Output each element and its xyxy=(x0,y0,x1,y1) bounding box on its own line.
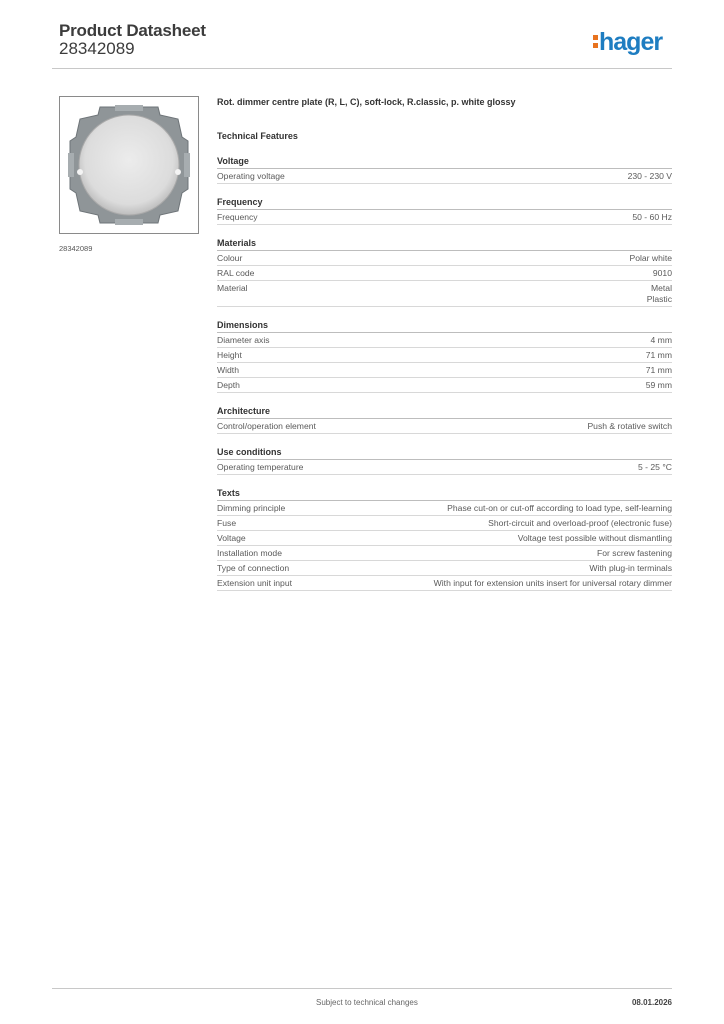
spec-value xyxy=(632,212,672,223)
spec-row xyxy=(217,210,672,225)
section-title: Materials xyxy=(217,237,672,251)
image-caption: 28342089 xyxy=(59,244,93,253)
spec-value xyxy=(587,421,672,432)
spec-row xyxy=(217,363,672,378)
spec-value xyxy=(628,171,672,182)
spec-row xyxy=(217,531,672,546)
spec-row xyxy=(217,333,672,348)
spec-row xyxy=(217,516,672,531)
spec-label: RAL code xyxy=(217,268,255,278)
spec-value-line: 9010 xyxy=(652,268,672,278)
spec-value-line: 230 - 230 V xyxy=(627,171,672,181)
spec-row xyxy=(217,561,672,576)
spec-label: Operating voltage xyxy=(217,171,285,181)
spec-value xyxy=(653,268,672,279)
product-number: 28342089 xyxy=(59,39,135,58)
spec-value-line: 4 mm xyxy=(650,335,672,345)
logo-text: hager xyxy=(599,28,663,56)
spec-value-line: For screw fastening xyxy=(597,548,672,558)
page-title: Product Datasheet xyxy=(59,21,206,40)
spec-value-line: Voltage test possible without dismantling xyxy=(517,533,672,543)
product-image xyxy=(60,97,198,233)
spec-value xyxy=(589,563,672,574)
section-title: Texts xyxy=(217,487,672,501)
footer-divider xyxy=(52,988,672,989)
spec-row xyxy=(217,251,672,266)
spec-section xyxy=(217,319,672,393)
spec-label: Voltage xyxy=(217,533,246,543)
spec-section xyxy=(217,155,672,184)
spec-value xyxy=(518,533,672,544)
spec-row xyxy=(217,266,672,281)
spec-value-line: With input for extension units insert for universal rotary dimmer xyxy=(433,578,672,588)
spec-value xyxy=(488,518,672,529)
spec-label: Diameter axis xyxy=(217,335,270,345)
section-title: Frequency xyxy=(217,196,672,210)
spec-row xyxy=(217,419,672,434)
spec-value xyxy=(646,365,672,376)
spec-section xyxy=(217,446,672,475)
spec-value-line: 50 - 60 Hz xyxy=(632,212,672,222)
spec-row xyxy=(217,378,672,393)
product-image-frame xyxy=(59,96,199,234)
spec-section xyxy=(217,487,672,591)
logo-dots-icon xyxy=(593,35,598,49)
spec-value xyxy=(629,253,672,264)
features-heading: Technical Features xyxy=(217,131,298,141)
spec-section xyxy=(217,405,672,434)
spec-label: Dimming principle xyxy=(217,503,286,513)
section-title: Dimensions xyxy=(217,319,672,333)
footer-date: 08.01.2026 xyxy=(631,998,672,1007)
spec-row xyxy=(217,501,672,516)
spec-value-line: 59 mm xyxy=(645,380,672,390)
spec-value-line: 71 mm xyxy=(645,350,672,360)
spec-label: Fuse xyxy=(217,518,237,528)
section-title: Voltage xyxy=(217,155,672,169)
spec-value-line: Short-circuit and overload-proof (electronic fuse) xyxy=(488,518,672,528)
spec-row xyxy=(217,576,672,591)
section-title: Architecture xyxy=(217,405,672,419)
footer-note: Subject to technical changes xyxy=(316,998,418,1007)
spec-content xyxy=(217,95,672,591)
spec-label: Colour xyxy=(217,253,243,263)
spec-value-line: Phase cut-on or cut-off according to load type, self-learning xyxy=(447,503,672,513)
spec-sections xyxy=(217,155,672,591)
spec-label: Extension unit input xyxy=(217,578,293,588)
spec-section xyxy=(217,237,672,307)
spec-label: Material xyxy=(217,283,248,293)
spec-section xyxy=(217,196,672,225)
spec-value xyxy=(646,350,672,361)
spec-row xyxy=(217,348,672,363)
spec-value xyxy=(447,503,672,514)
spec-value-line: 5 - 25 °C xyxy=(637,462,672,472)
spec-value-line: Plastic xyxy=(646,294,672,304)
spec-label: Control/operation element xyxy=(217,421,316,431)
spec-label: Type of connection xyxy=(217,563,290,573)
section-title: Use conditions xyxy=(217,446,672,460)
hager-logo xyxy=(593,28,662,57)
spec-label: Width xyxy=(217,365,239,375)
spec-value-line: Metal xyxy=(650,283,672,293)
product-title: Rot. dimmer centre plate (R, L, C), soft-lock, R.classic, p. white glossy xyxy=(217,97,516,107)
spec-value xyxy=(597,548,672,559)
spec-label: Operating temperature xyxy=(217,462,304,472)
spec-value-line: Push & rotative switch xyxy=(587,421,672,431)
spec-value xyxy=(651,335,672,346)
spec-label: Height xyxy=(217,350,242,360)
spec-row xyxy=(217,460,672,475)
spec-row xyxy=(217,169,672,184)
spec-label: Installation mode xyxy=(217,548,282,558)
spec-value-line: With plug-in terminals xyxy=(589,563,672,573)
spec-value xyxy=(647,283,672,305)
spec-value-line: 71 mm xyxy=(645,365,672,375)
spec-row xyxy=(217,546,672,561)
spec-value xyxy=(638,462,672,473)
spec-value-line: Polar white xyxy=(629,253,672,263)
spec-label: Frequency xyxy=(217,212,258,222)
header-divider xyxy=(52,68,672,69)
spec-value xyxy=(646,380,672,391)
spec-row xyxy=(217,281,672,307)
spec-value xyxy=(434,578,672,589)
spec-label: Depth xyxy=(217,380,240,390)
